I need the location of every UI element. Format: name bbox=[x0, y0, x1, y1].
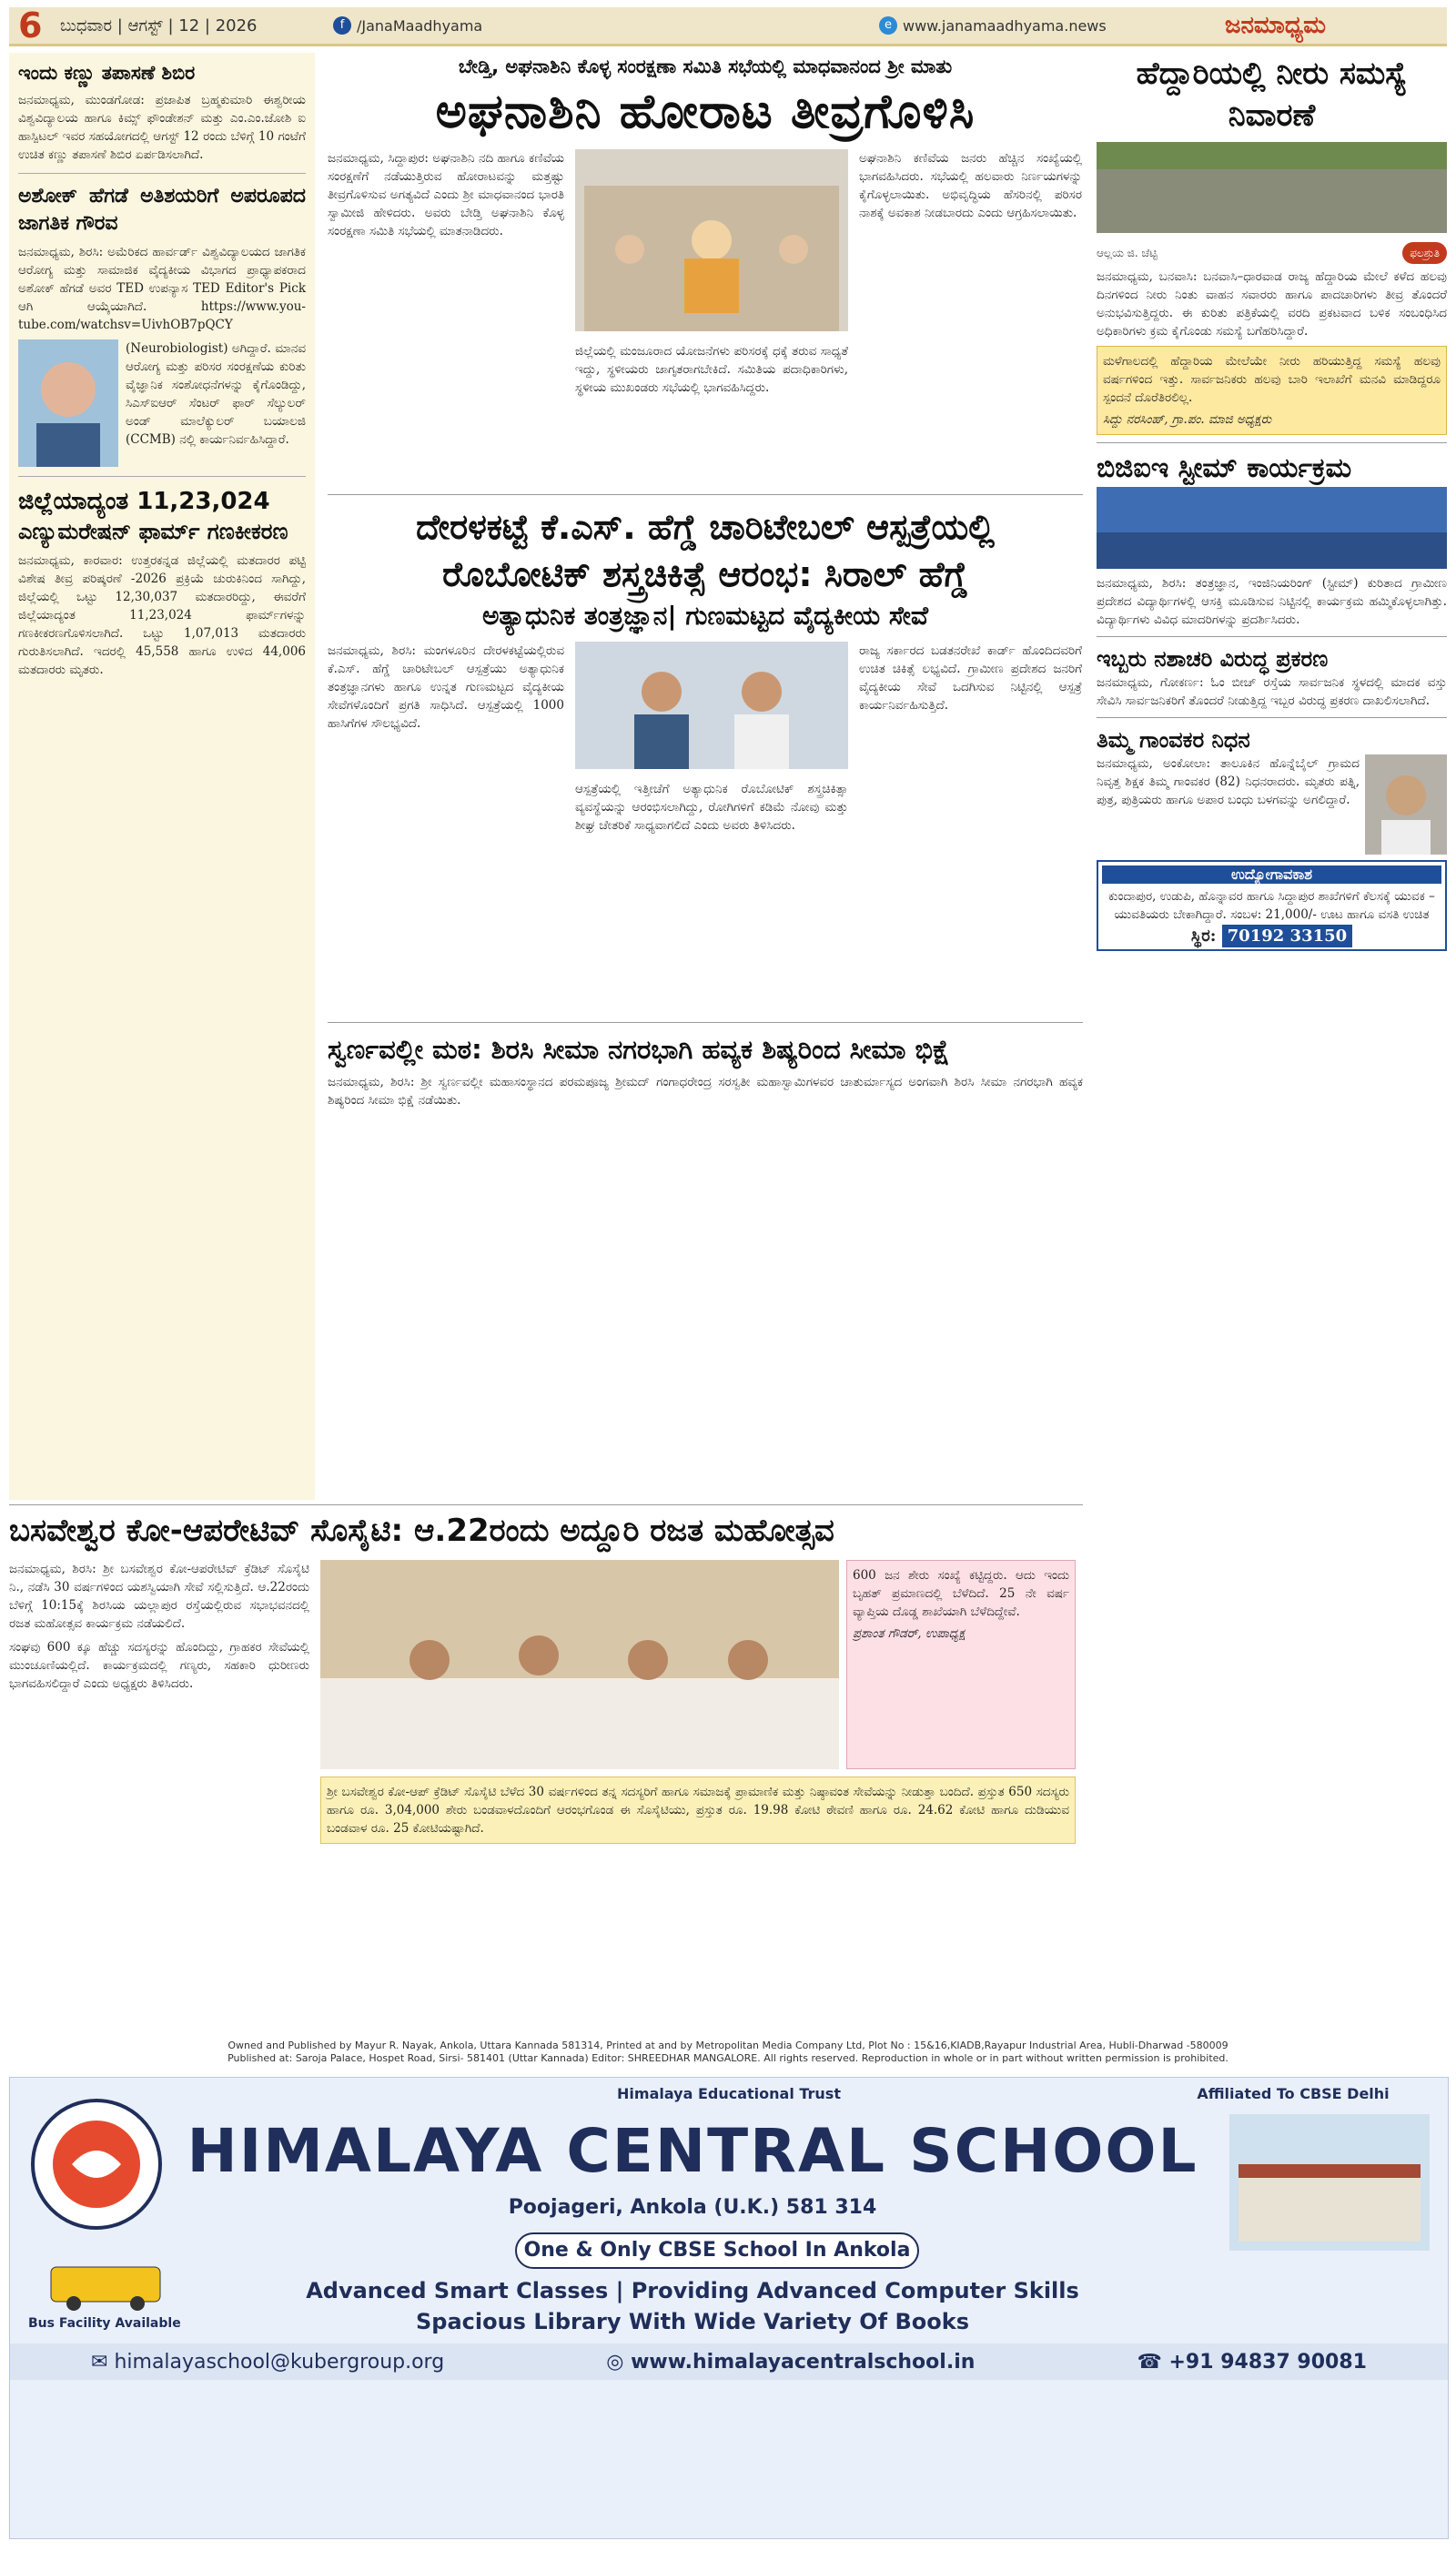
divider bbox=[18, 173, 306, 174]
job-ad-phone[interactable]: ಸ್ಥಿರ: 70192 33150 bbox=[1102, 927, 1441, 946]
facebook-handle[interactable] bbox=[333, 16, 879, 35]
story-body: ಜನಮಾಧ್ಯಮ, ಗೋಕರ್ಣ: ಓಂ ಬೀಚ್ ರಸ್ತೆಯ ಸಾರ್ವಜನಿಕ ಸ್ಥಳದಲ್ಲಿ ಮಾದಕ ವಸ್ತು ಸೇವಿಸಿ ಸಾರ್ವಜನಿಕರಿಗೆ ತೊಂದರೆ ನೀಡುತ್ತಿದ್ದ ಇಬ್ಬರ ವಿರುದ್ಧ ಪ್ರಕರಣ ದಾಖಲಿಸಲಾಗಿದೆ. bbox=[1097, 675, 1447, 708]
school-building-photo bbox=[1229, 2114, 1430, 2251]
quote-text: ಮಳೆಗಾಲದಲ್ಲಿ ಹೆದ್ದಾರಿಯ ಮೇಲೆಯೇ ನೀರು ಹರಿಯುತ್ತಿದ್ದ ಸಮಸ್ಯೆ ಹಲವು ವರ್ಷಗಳಿಂದ ಇತ್ತು. ಸಾರ್ವಜನಿಕರು ಹಲವು ಬಾರಿ ಇಲಾಖೆಗೆ ಮನವಿ ಮಾಡಿದ್ದರೂ ಸ್ಪಂದನೆ ದೊರೆತಿರಲಿಲ್ಲ. bbox=[1103, 354, 1441, 405]
meeting-photo bbox=[575, 149, 848, 331]
divider bbox=[18, 476, 306, 477]
facebook-text: /JanaMaadhyama bbox=[357, 16, 483, 35]
status-badge: ಫಲಶ್ರುತಿ bbox=[1402, 242, 1447, 264]
ad-feature-1: Advanced Smart Classes | Providing Advanced Computer Skills bbox=[306, 2278, 1079, 2303]
website-text: www.janamaadhyama.news bbox=[903, 16, 1107, 35]
ad-contact-bar bbox=[10, 2343, 1448, 2380]
job-ad-body: ಕುಂದಾಪುರ, ಉಡುಪಿ, ಹೊನ್ನಾವರ ಹಾಗೂ ಸಿದ್ದಾಪುರ ಶಾಖೆಗಳಿಗೆ ಕೆಲಸಕ್ಕೆ ಯುವಕ – ಯುವತಿಯರು ಬೇಕಾಗಿದ್ದಾರೆ. ಸಂಬಳ: 21,000/- ಊಟ ಹಾಗೂ ವಸತಿ ಉಚಿತ bbox=[1108, 889, 1435, 922]
story-headline: ಅಘನಾಶಿನಿ ಹೋರಾಟ ತೀವ್ರಗೊಳಿಸಿ bbox=[435, 85, 976, 139]
phone-link[interactable]: ☎ +91 94837 90081 bbox=[1137, 2350, 1367, 2374]
brand-logo: ಜನಮಾಧ್ಯಮ bbox=[1225, 11, 1326, 39]
info-box bbox=[320, 1777, 1076, 1844]
website-link[interactable] bbox=[879, 16, 1225, 35]
cooperative-story bbox=[9, 1509, 1083, 1844]
globe-icon: e bbox=[879, 16, 897, 35]
story-subheadline: ಅತ್ಯಾಧುನಿಕ ತಂತ್ರಜ್ಞಾನ| ಗುಣಮಟ್ಟದ ವೈದ್ಯಕೀಯ ಸೇವೆ bbox=[481, 601, 929, 631]
story-headline: ರೊಬೋಟಿಕ್ ಶಸ್ತ್ರಚಿಕಿತ್ಸೆ ಆರಂಭ: ಸಿರಾಲ್ ಹೆಗ್ಡೆ bbox=[442, 554, 968, 594]
issue-date: ಬುಧವಾರ | ಆಗಸ್ಟ್ | 12 | 2026 bbox=[60, 15, 258, 35]
story-body: ಜನಮಾಧ್ಯಮ, ಶಿರಸಿ: ಅಮೆರಿಕದ ಹಾರ್ವರ್ಡ್ ವಿಶ್ವವಿದ್ಯಾಲಯದ ಜಾಗತಿಕ ಆರೋಗ್ಯ ಮತ್ತು ಸಾಮಾಜಿಕ ವೈದ್ಯಕೀಯ ವಿಭಾಗದ ಪ್ರಾಧ್ಯಾಪಕರಾದ ಅಶೋಕ್ ಹೆಗಡೆ ಅವರ TED ಉಪನ್ಯಾಸ TED Editor's Pick ಆಗಿ ಆಯ್ಕೆಯಾಗಿದೆ. https://www.you-tube.com/watchsv=UivhOB7pQCY bbox=[18, 245, 306, 332]
story-headline: ದೇರಳಕಟ್ಟೆ ಕೆ.ಎಸ್. ಹೆಗ್ಡೆ ಚಾರಿಟೇಬಲ್ ಆಸ್ಪತ್ರೆಯಲ್ಲಿ bbox=[416, 507, 995, 547]
press-meet-photo bbox=[320, 1560, 839, 1769]
story-body: ಜನಮಾಧ್ಯಮ, ಶಿರಸಿ: ತಂತ್ರಜ್ಞಾನ, ಇಂಜಿನಿಯರಿಂಗ್ (ಸ್ಟೀಮ್) ಕುರಿತಾದ ಗ್ರಾಮೀಣ ಪ್ರದೇಶದ ವಿದ್ಯಾರ್ಥಿಗಳಲ್ಲಿ ಆಸಕ್ತಿ ಮೂಡಿಸುವ ನಿಟ್ಟಿನಲ್ಲಿ ಕಾರ್ಯಕ್ರಮ ಹಮ್ಮಿಕೊಳ್ಳಲಾಗಿತ್ತು. ವಿದ್ಯಾರ್ಥಿಗಳು ವಿವಿಧ ಮಾದರಿಗಳನ್ನು ಪ್ರದರ್ಶಿಸಿದರು. bbox=[1097, 576, 1447, 627]
ad-feature-2: Spacious Library With Wide Variety Of Books bbox=[415, 2309, 969, 2334]
story-headline: ಸ್ವರ್ಣವಲ್ಲೀ ಮಠ: ಶಿರಸಿ ಸೀಮಾ ನಗರಭಾಗಿ ಹವ್ಯಕ ಶಿಷ್ಯರಿಂದ ಸೀಮಾ ಭಿಕ್ಷೆ bbox=[328, 1034, 950, 1065]
quote-box bbox=[846, 1560, 1076, 1769]
top-story bbox=[328, 53, 1083, 402]
page-number: 6 bbox=[18, 5, 43, 46]
email-link[interactable]: ✉ himalayaschool@kubergroup.org bbox=[91, 2350, 445, 2374]
divider bbox=[9, 1504, 1083, 1505]
story-body: ಜಿಲ್ಲೆಯಲ್ಲಿ ಮಂಜೂರಾದ ಯೋಜನೆಗಳು ಪರಿಸರಕ್ಕೆ ಧಕ್ಕೆ ತರುವ ಸಾಧ್ಯತೆ ಇದ್ದು, ಸ್ಥಳೀಯರು ಜಾಗೃತರಾಗಬೇಕಿದೆ. ಸಮಿತಿಯ ಪದಾಧಿಕಾರಿಗಳು, ಸ್ಥಳೀಯ ಮುಖಂಡರು ಸಭೆಯಲ್ಲಿ ಭಾಗವಹಿಸಿದ್ದರು. bbox=[575, 344, 848, 395]
byline: ಆಲ್ಲಯ ಜಿ. ಚೆಟ್ಟಿ bbox=[1097, 247, 1158, 259]
school-bus-icon bbox=[46, 2260, 165, 2314]
story-headline: ತಿಮ್ಮ ಗಾಂವಕರ ನಿಧನ bbox=[1097, 727, 1250, 753]
obituary-photo bbox=[1365, 754, 1447, 855]
story-headline: ಜಿಲ್ಲೆಯಾದ್ಯಂತ 11,23,024 bbox=[18, 488, 270, 515]
school-address: Poojageri, Ankola (U.K.) 581 314 bbox=[508, 2196, 877, 2219]
quote-author: ಪ್ರಶಾಂತ ಗೌಡರ್, ಉಪಾಧ್ಯಕ್ಷ bbox=[853, 1626, 966, 1641]
phone-icon: ☎ bbox=[1137, 2350, 1169, 2374]
story-headline: ಅಶೋಕ್ ಹೆಗಡೆ ಅತಿಶಯರಿಗೆ ಅಪರೂಪದ ಜಾಗತಿಕ ಗೌರವ bbox=[18, 185, 306, 235]
hospital-story bbox=[328, 503, 1083, 840]
job-ad-title: ಉದ್ಯೋಗಾವಕಾಶ bbox=[1102, 866, 1441, 884]
quote-text: 600 ಜನ ಶೇರು ಸಂಖ್ಯೆ ಕಟ್ಟಿದ್ದರು. ಆದು ಇಂದು ಬೃಹತ್ ಪ್ರಮಾಣದಲ್ಲಿ ಬೆಳೆದಿದೆ. 25 ನೇ ವರ್ಷ ವ್ಯಾಪ್ತಿಯ ದೊಡ್ಡ ಶಾಖೆಯಾಗಿ ಬೆಳೆದಿದ್ದೇವೆ. bbox=[853, 1568, 1069, 1619]
story-kicker: ಬೇಡ್ತಿ, ಅಘನಾಶಿನಿ ಕೊಳ್ಳ ಸಂರಕ್ಷಣಾ ಸಮಿತಿ ಸಭೆಯಲ್ಲಿ ಮಾಧವಾನಂದ ಶ್ರೀ ಮಾತು bbox=[458, 56, 953, 77]
story-body: (Neurobiologist) ಅಗಿದ್ದಾರೆ. ಮಾನವ ಆರೋಗ್ಯ ಮತ್ತು ಪರಿಸರ ಸಂರಕ್ಷಣೆಯ ಕುರಿತು ವೈಜ್ಞಾನಿಕ ಸಂಶೋಧನೆಗಳನ್ನು ಕೈಗೊಂಡಿದ್ದು, ಸಿಎಸ್ಐಆರ್ ಸೆಂಟರ್ ಫಾರ್ ಸೆಲ್ಯುಲರ್ ಅಂಡ್ ಮಾಲೆಕ್ಯುಲರ್ ಬಯಾಲಜಿ (CCMB) ನಲ್ಲಿ ಕಾರ್ಯನಿರ್ವಹಿಸಿದ್ದಾರೆ. bbox=[126, 341, 306, 447]
story-body: ಜನಮಾಧ್ಯಮ, ಮುಂಡಗೋಡ: ಪ್ರಜಾಪಿತ ಬ್ರಹ್ಮಕುಮಾರಿ ಈಶ್ವರೀಯ ವಿಶ್ವವಿದ್ಯಾಲಯ ಹಾಗೂ ಕಿಮ್ಸ್ ಫೌಂಡೇಶನ್ ಮತ್ತು ಎಂ.ಎಂ.ಜೋಶಿ ಐ ಹಾಸ್ಪಿಟಲ್ ಇವರ ಸಹಯೋಗದಲ್ಲಿ ಆಗಸ್ಟ್ 12 ರಂದು ಬೆಳಿಗ್ಗೆ 10 ಗಂಟೆಗೆ ಉಚಿತ ಕಣ್ಣು ತಪಾಸಣೆ ಶಿಬಿರ ಏರ್ಪಡಿಸಲಾಗಿದೆ. bbox=[18, 93, 306, 162]
divider bbox=[328, 494, 1083, 495]
story-body: ಜನಮಾಧ್ಯಮ, ಸಿದ್ದಾಪುರ: ಅಘನಾಶಿನಿ ನದಿ ಹಾಗೂ ಕಣಿವೆಯ ಸಂರಕ್ಷಣೆಗೆ ನಡೆಯುತ್ತಿರುವ ಹೋರಾಟವನ್ನು ಮತ್ತಷ್ಟು ತೀವ್ರಗೊಳಿಸುವ ಅಗತ್ಯವಿದೆ ಎಂದು ಶ್ರೀ ಮಾಧವಾನಂದ ಭಾರತಿ ಸ್ವಾಮೀಜಿ ಹೇಳಿದರು. ಅವರು ಬೇಡ್ತಿ ಅಘನಾಶಿನಿ ಕೊಳ್ಳ ಸಂರಕ್ಷಣಾ ಸಮಿತಿ ಸಭೆಯಲ್ಲಿ ಮಾತನಾಡಿದರು. bbox=[328, 151, 564, 238]
job-ad bbox=[1097, 860, 1447, 951]
divider bbox=[1097, 442, 1447, 443]
quote-box bbox=[1097, 346, 1447, 435]
globe-icon: ◎ bbox=[606, 2350, 632, 2374]
story-headline: ಎಣ್ಯುಮರೇಷನ್ ಫಾರ್ಮ್ ಗಣಕೀಕರಣ bbox=[18, 519, 288, 544]
mail-icon: ✉ bbox=[91, 2350, 115, 2374]
right-column bbox=[1097, 53, 1447, 951]
story-body: ಜನಮಾಧ್ಯಮ, ಶಿರಸಿ: ಶ್ರೀ ಸ್ವರ್ಣವಲ್ಲೀ ಮಹಾಸಂಸ್ಥಾನದ ಪರಮಪೂಜ್ಯ ಶ್ರೀಮದ್ ಗಂಗಾಧರೇಂದ್ರ ಸರಸ್ವತೀ ಮಹಾಸ್ವಾಮಿಗಳವರ ಚಾತುರ್ಮಾಸ್ಯದ ಅಂಗವಾಗಿ ಶಿರಸಿ ಸೀಮಾ ನಗರಭಾಗಿ ಹವ್ಯಕ ಶಿಷ್ಯರಿಂದ ಸೀಮಾ ಭಿಕ್ಷೆ ನಡೆಯಿತು. bbox=[328, 1075, 1083, 1108]
imprint-line: Owned and Published by Mayur R. Nayak, Ankola, Uttara Kannada 581314, Printed at and by Metropolitan Media Company Ltd, Plot No : 15&16,KIADB,Rayapur Industrial Area, Hubli-Dharwad -580009 bbox=[228, 2040, 1228, 2051]
left-column bbox=[18, 60, 306, 684]
person-photo bbox=[18, 339, 118, 467]
ad-trust: Himalaya Educational Trust bbox=[617, 2085, 841, 2102]
bus-facility: Bus Facility Available bbox=[28, 2316, 181, 2331]
students-photo bbox=[1097, 487, 1447, 569]
story-body: ಜನಮಾಧ್ಯಮ, ಶಿರಸಿ: ಶ್ರೀ ಬಸವೇಶ್ವರ ಕೋ-ಆಪರೇಟಿವ್ ಕ್ರೆಡಿಟ್ ಸೊಸೈಟಿ ನಿ., ನಡೆಸಿ 30 ವರ್ಷಗಳಿಂದ ಯಶಸ್ವಿಯಾಗಿ ಸೇವೆ ಸಲ್ಲಿಸುತ್ತಿದೆ. ಆ.22ರಂದು ಬೆಳಿಗ್ಗೆ 10:15ಕ್ಕೆ ಶಿರಸಿಯ ಯಲ್ಲಾಪುರ ರಸ್ತೆಯಲ್ಲಿರುವ ಸಭಾಭವನದಲ್ಲಿ ರಜತ ಮಹೋತ್ಸವ ಕಾರ್ಯಕ್ರಮ ನಡೆಯಲಿದೆ. bbox=[9, 1562, 309, 1631]
swarnavalli-story bbox=[328, 1031, 1083, 1115]
school-advertisement bbox=[9, 2077, 1449, 2539]
doctors-photo bbox=[575, 642, 848, 769]
school-tagline: One & Only CBSE School In Ankola bbox=[515, 2232, 919, 2269]
story-body: ಜನಮಾಧ್ಯಮ, ಬನವಾಸಿ: ಬನವಾಸಿ–ಧಾರವಾಡ ರಾಜ್ಯ ಹೆದ್ದಾರಿಯ ಮೇಲೆ ಕಳೆದ ಹಲವು ದಿನಗಳಿಂದ ನೀರು ನಿಂತು ವಾಹನ ಸವಾರರು ಹಾಗೂ ಪಾದಚಾರಿಗಳು ತೀವ್ರ ತೊಂದರೆ ಅನುಭವಿಸುತ್ತಿದ್ದರು. ಈ ಕುರಿತು ಪತ್ರಿಕೆಯಲ್ಲಿ ವರದಿ ಪ್ರಕಟವಾದ ಬಳಿಕ ಸಂಬಂಧಿಸಿದ ಅಧಿಕಾರಿಗಳು ಕ್ರಮ ಕೈಗೊಂಡು ಸಮಸ್ಯೆ ಬಗೆಹರಿಸಿದ್ದಾರೆ. bbox=[1097, 269, 1447, 339]
story-headline: ಇಬ್ಬರು ನಶಾಚರಿ ವಿರುದ್ಧ ಪ್ರಕರಣ bbox=[1097, 646, 1329, 672]
road-photo bbox=[1097, 142, 1447, 233]
story-body: ಸಂಘವು 600 ಕ್ಕೂ ಹೆಚ್ಚು ಸದಸ್ಯರನ್ನು ಹೊಂದಿದ್ದು, ಗ್ರಾಹಕರ ಸೇವೆಯಲ್ಲಿ ಮುಂಚೂಣಿಯಲ್ಲಿದೆ. ಕಾರ್ಯಕ್ರಮದಲ್ಲಿ ಗಣ್ಯರು, ಸಹಕಾರಿ ಧುರೀಣರು ಭಾಗವಹಿಸಲಿದ್ದಾರೆ ಎಂದು ಅಧ್ಯಕ್ಷರು ತಿಳಿಸಿದರು. bbox=[9, 1640, 309, 1691]
story-body: ಜನಮಾಧ್ಯಮ, ಶಿರಸಿ: ಮಂಗಳೂರಿನ ದೇರಳಕಟ್ಟೆಯಲ್ಲಿರುವ ಕೆ.ಎಸ್. ಹೆಗ್ಡೆ ಚಾರಿಟೇಬಲ್ ಆಸ್ಪತ್ರೆಯು ಅತ್ಯಾಧುನಿಕ ತಂತ್ರಜ್ಞಾನಗಳು ಹಾಗೂ ಉನ್ನತ ಗುಣಮಟ್ಟದ ವೈದ್ಯಕೀಯ ಸೇವೆಗಳೊಂದಿಗೆ ಪ್ರಗತಿ ಸಾಧಿಸಿದೆ. ಆಸ್ಪತ್ರೆಯಲ್ಲಿ 1000 ಹಾಸಿಗೆಗಳ ಸೌಲಭ್ಯವಿದೆ. bbox=[328, 643, 564, 731]
facebook-icon: f bbox=[333, 16, 351, 35]
story-body: ಆಸ್ಪತ್ರೆಯಲ್ಲಿ ಇತ್ತೀಚೆಗೆ ಅತ್ಯಾಧುನಿಕ ರೊಬೋಟಿಕ್ ಶಸ್ತ್ರಚಿಕಿತ್ಸಾ ವ್ಯವಸ್ಥೆಯನ್ನು ಆರಂಭಿಸಲಾಗಿದ್ದು, ರೋಗಿಗಳಿಗೆ ಕಡಿಮೆ ನೋವು ಮತ್ತು ಶೀಘ್ರ ಚೇತರಿಕೆ ಸಾಧ್ಯವಾಗಲಿದೆ ಎಂದು ಅವರು ತಿಳಿಸಿದರು. bbox=[575, 782, 848, 833]
imprint bbox=[9, 2040, 1447, 2065]
story-headline: ಹೆದ್ದಾರಿಯಲ್ಲಿ ನೀರು ಸಮಸ್ಯೆ ನಿವಾರಣೆ bbox=[1136, 56, 1408, 134]
imprint-line: Published at: Saroja Palace, Hospet Road, Sirsi- 581401 (Uttar Kannada) Editor: SHREEDHAR MANGALORE. All rights reserved. Reproduction in whole or in part without written permission is prohibited. bbox=[228, 2052, 1228, 2064]
story-body: ಅಘನಾಶಿನಿ ಕಣಿವೆಯ ಜನರು ಹೆಚ್ಚಿನ ಸಂಖ್ಯೆಯಲ್ಲಿ ಭಾಗವಹಿಸಿದರು. ಸಭೆಯಲ್ಲಿ ಹಲವಾರು ನಿರ್ಣಯಗಳನ್ನು ಕೈಗೊಳ್ಳಲಾಯಿತು. ಅಭಿವೃದ್ಧಿಯ ಹೆಸರಿನಲ್ಲಿ ಪರಿಸರ ನಾಶಕ್ಕೆ ಅವಕಾಶ ನೀಡಬಾರದು ಎಂದು ಆಗ್ರಹಿಸಲಾಯಿತು. bbox=[859, 151, 1082, 220]
divider bbox=[328, 1022, 1083, 1023]
quote-author: ಸಿದ್ದು ನರಸಿಂಹ್, ಗ್ರಾ.ಪಂ. ಮಾಜಿ ಅಧ್ಯಕ್ಷರು bbox=[1103, 412, 1272, 427]
info-text: ಶ್ರೀ ಬಸವೇಶ್ವರ ಕೋ-ಆಪ್ ಕ್ರೆಡಿಟ್ ಸೊಸೈಟಿ ಬೆಳೆದ 30 ವರ್ಷಗಳಿಂದ ತನ್ನ ಸದಸ್ಯರಿಗೆ ಹಾಗೂ ಸಮಾಜಕ್ಕೆ ಪ್ರಾಮಾಣಿಕ ಮತ್ತು ನಿಷ್ಠಾವಂತ ಸೇವೆಯನ್ನು ನೀಡುತ್ತಾ ಬಂದಿದೆ. ಪ್ರಸ್ತುತ 650 ಸದಸ್ಯರು ಹಾಗೂ ರೂ. 3,04,000 ಶೇರು ಬಂಡವಾಳದೊಂದಿಗೆ ಆರಂಭಗೊಂಡ ಈ ಸೊಸೈಟಿಯು, ಪ್ರಸ್ತುತ ರೂ. 19.98 ಕೋಟಿ ಠೇವಣಿ ಹಾಗೂ ರೂ. 24.62 ಕೋಟಿ ಹಾಗೂ ದುಡಿಯುವ ಬಂಡವಾಳ ರೂ. 25 ಕೋಟಿಯಷ್ಟಾಗಿದೆ. bbox=[327, 1785, 1069, 1836]
newspaper-page bbox=[9, 7, 1447, 2537]
divider bbox=[1097, 717, 1447, 718]
story-headline: ಇಂದು ಕಣ್ಣು ತಪಾಸಣೆ ಶಿಬಿರ bbox=[18, 62, 196, 84]
story-body: ಜನಮಾಧ್ಯಮ, ಕಾರವಾರ: ಉತ್ತರಕನ್ನಡ ಜಿಲ್ಲೆಯಲ್ಲಿ ಮತದಾರರ ಪಟ್ಟಿ ವಿಶೇಷ ತೀವ್ರ ಪರಿಷ್ಕರಣೆ -2026 ಪ್ರಕ್ರಿಯೆ ಚುರುಕಿನಿಂದ ಸಾಗಿದ್ದು, ಜಿಲ್ಲೆಯಲ್ಲಿ ಒಟ್ಟು 12,30,037 ಮತದಾರರಿದ್ದು, ಈವರೆಗೆ ಜಿಲ್ಲೆಯಾದ್ಯಂತ 11,23,024 ಫಾರ್ಮ್‌ಗಳನ್ನು ಗಣಕೀಕರಣಗೊಳಿಸಲಾಗಿದೆ. ಒಟ್ಟು 1,07,013 ಮತದಾರರು ಗುರುತಿಸಲಾಗಿದೆ. ಇದರಲ್ಲಿ 45,558 ಹಾಗೂ ಉಳಿದ 44,006 ಮತದಾರರು ಮೃತರು. bbox=[18, 553, 306, 677]
website-link[interactable]: ◎ www.himalayacentralschool.in bbox=[606, 2350, 976, 2374]
masthead bbox=[9, 7, 1447, 46]
story-headline: ಬಿಜಿಐಇ ಸ್ಟೀಮ್ ಕಾರ್ಯಕ್ರಮ bbox=[1097, 452, 1352, 484]
school-name: HIMALAYA CENTRAL SCHOOL bbox=[187, 2116, 1198, 2186]
story-body: ಜನಮಾಧ್ಯಮ, ಅಂಕೋಲಾ: ತಾಲೂಕಿನ ಹೊನ್ನೆಬೈಲ್ ಗ್ರಾಮದ ನಿವೃತ್ತ ಶಿಕ್ಷಕ ತಿಮ್ಮ ಗಾಂವಕರ (82) ನಿಧನರಾದರು. ಮೃತರು ಪತ್ನಿ, ಪುತ್ರ, ಪುತ್ರಿಯರು ಹಾಗೂ ಅಪಾರ ಬಂಧು ಬಳಗವನ್ನು ಅಗಲಿದ್ದಾರೆ. bbox=[1097, 756, 1360, 807]
story-body: ರಾಜ್ಯ ಸರ್ಕಾರದ ಬಡತನರೇಖೆ ಕಾರ್ಡ್ ಹೊಂದಿದವರಿಗೆ ಉಚಿತ ಚಿಕಿತ್ಸೆ ಲಭ್ಯವಿದೆ. ಗ್ರಾಮೀಣ ಪ್ರದೇಶದ ಜನರಿಗೆ ವೈದ್ಯಕೀಯ ಸೇವೆ ಒದಗಿಸುವ ನಿಟ್ಟಿನಲ್ಲಿ ಆಸ್ಪತ್ರೆ ಕಾರ್ಯನಿರ್ವಹಿಸುತ್ತಿದೆ. bbox=[859, 643, 1082, 713]
divider bbox=[1097, 636, 1447, 637]
school-seal-icon bbox=[28, 2096, 165, 2232]
story-headline: ಬಸವೇಶ್ವರ ಕೋ-ಆಪರೇಟಿವ್ ಸೊಸೈಟಿ: ಆ.22ರಂದು ಅದ್ದೂರಿ ರಜತ ಮಹೋತ್ಸವ bbox=[9, 1513, 834, 1549]
ad-affiliation: Affiliated To CBSE Delhi bbox=[1197, 2085, 1390, 2102]
